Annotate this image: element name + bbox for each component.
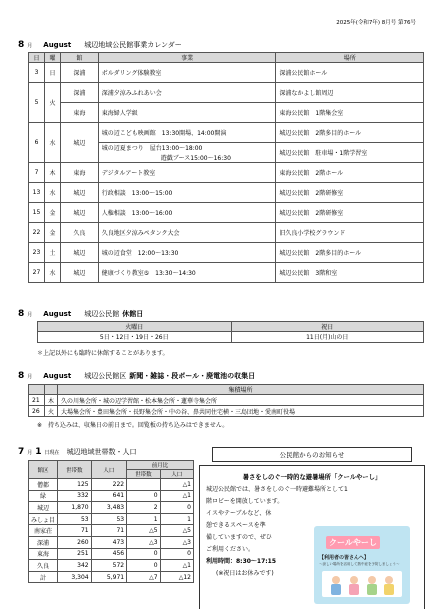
table-row: 緑 332 641 0 △1: [29, 490, 194, 502]
news-closed: (※祝日はお休みです): [216, 570, 274, 577]
holiday-col-national: 祝日: [231, 322, 423, 332]
recycle-section-title: [18, 371, 255, 381]
holiday-table: [37, 321, 424, 343]
people-icon: [322, 571, 402, 597]
table-row: 23 土 城辺 城の辺食堂 12:00～13:30 城辺公民館 2階多目的ホール: [29, 243, 424, 263]
news-body: [199, 465, 425, 609]
recycle-month: 8: [18, 371, 25, 381]
table-row: 15 金 城辺 人権相談 13:00～16:00 城辺公民館 2階研修室: [29, 203, 424, 223]
news-line: 階ロビーを開放しています。: [206, 498, 284, 505]
col-event: 事業: [98, 53, 276, 63]
issue-number: 2025年(令和7年) 8月号 第76号: [336, 20, 416, 26]
population-day: 1: [35, 447, 42, 457]
calendar-month: 8: [18, 40, 25, 50]
population-day-label: 日現在: [44, 450, 60, 456]
recycle-month-en: August: [43, 372, 72, 380]
holiday-note: ＊上記以外にも臨時に休館することがあります。: [37, 350, 169, 357]
table-row: 東海 251 456 0 0: [29, 548, 194, 560]
table-row: 13 水 城辺 行政相談 13:00～15:00 城辺公民館 2階研修室: [29, 183, 424, 203]
news-line: ご利用ください。: [206, 546, 255, 553]
holiday-col-tuesday: 火曜日: [38, 322, 232, 332]
holiday-title: 休館日: [122, 310, 144, 318]
table-row: 3 日 深浦 ボルダリング体験教室 深浦公民館ホール: [29, 63, 424, 83]
news-header: 公民館からのお知らせ: [212, 447, 412, 462]
col-dow: 曜: [44, 53, 60, 63]
table-row: 東海 東海婦人学級 東海公民館 1階集会室: [29, 103, 424, 123]
table-row: みしょ目 53 53 1 1: [29, 513, 194, 525]
table-row: 城の辺夏まつり 屋台13:00～18:00 城辺公民館 駐車場・1階学習室: [29, 143, 424, 153]
population-month: 7: [18, 447, 25, 457]
news-headline: 暑さをしのぐ一時的な避暑場所「クールやーし」: [242, 474, 382, 481]
poster-subtitle: 【利用者の皆さんへ】: [319, 555, 369, 561]
holiday-month-label: 月: [27, 312, 33, 318]
holiday-section-title: [18, 309, 143, 319]
calendar-month-label: 月: [27, 43, 33, 49]
news-line: 城辺公民館では、暑さをしのぐ一時避難場所として1: [206, 486, 348, 493]
table-row: 計 3,304 5,971 △7 △12: [29, 571, 194, 583]
news-line: 備していますので、ぜひ: [206, 534, 272, 541]
holiday-month-en: August: [43, 310, 72, 318]
col-hall: 館: [60, 53, 98, 63]
col-place: 場所: [276, 53, 424, 63]
holiday-tuesdays: 5日・12日・19日・26日: [38, 332, 232, 343]
recycle-table: [28, 384, 424, 417]
calendar-section-title: [18, 40, 182, 50]
table-row: 遊戯ブース15:00～16:30: [29, 153, 424, 163]
table-row: 5 火 深浦 深浦夕涼みふれあい会 深浦なかよし館周辺: [29, 83, 424, 103]
poster-small-text: ～涼しい場所を活用して熱中症を予防しましょう～: [319, 562, 400, 566]
recycle-title: 新聞・雑誌・段ボール・廃電池の収集日: [129, 372, 256, 380]
holiday-month: 8: [18, 309, 25, 319]
table-row: 6 水 城辺 城の辺こども映画館 13:30開場、14:00開演 城辺公民館 2階多目的ホール: [29, 123, 424, 143]
news-hours: 利用時間：8:30～17:15: [206, 558, 277, 565]
table-row: 27 水 城辺 健康づくり教室⑤ 13:30～14:30 城辺公民館 3階和室: [29, 263, 424, 283]
col-day: 日: [29, 53, 45, 63]
event-calendar-table: [28, 52, 424, 283]
population-section-title: [18, 447, 137, 457]
cool-share-poster: [314, 526, 410, 604]
table-row: 22 金 久良 久良地区夕涼みペタンク大会 旧久良小学校グラウンド: [29, 223, 424, 243]
table-row: 深浦 260 473 △3 △3: [29, 536, 194, 548]
table-row: 26 火 大場集会所・豊田集会所・長野集会所・中の谷、鼻共同住宅横・三島団地・愛南町役場: [29, 406, 424, 417]
news-line: 憩できるスペースを準: [206, 522, 266, 529]
table-row: 久良 342 572 0 △1: [29, 560, 194, 572]
population-title: 城辺地域世帯数・人口: [66, 448, 137, 456]
table-row: 城辺 1,870 3,483 2 0: [29, 502, 194, 514]
table-row: 7 木 東海 デジタルアート教室 東海公民館 2階ホール: [29, 163, 424, 183]
recycle-title-prefix: 城辺公民館区: [84, 372, 127, 380]
poster-illustration: [322, 571, 402, 597]
poster-title: クールやーし: [326, 536, 380, 549]
holiday-title-prefix: 城辺公民館: [84, 310, 120, 318]
table-row: 21 木 久の川集会所・城の辺学習館・松本集会所・蓮華寺集会所: [29, 395, 424, 406]
table-row: 僧都 125 222 △1: [29, 479, 194, 491]
holiday-national: 11日(月)山の日: [231, 332, 423, 343]
news-line: イスやテーブルなど、休: [206, 510, 272, 517]
recycle-month-label: 月: [27, 374, 33, 380]
calendar-month-en: August: [43, 41, 72, 49]
population-table: 館区 世帯数 人口 前月比 世帯数 人口 僧都 125 222 △1 緑 332 641 0 △1 城辺 1,870 3,483 2 0 みしょ目 53 53 1 1 南家荘 71 71 △5 △5 深浦 260 473 △3 △3 東海 251 456 0 0 久良 342 572 0 △1 計 3,304 5,971 △7 △12: [28, 460, 194, 583]
table-row: 南家荘 71 71 △5 △5: [29, 525, 194, 537]
calendar-title: 城辺地域公民館事業カレンダー: [84, 41, 182, 49]
news-box: [199, 447, 425, 609]
population-month-label: 月: [27, 450, 33, 456]
recycle-note: ※ 持ち込みは、収集日の前日まで。回覧板の持ち込みはできません。: [37, 422, 229, 429]
recycle-col-place: 集積場所: [57, 385, 423, 395]
